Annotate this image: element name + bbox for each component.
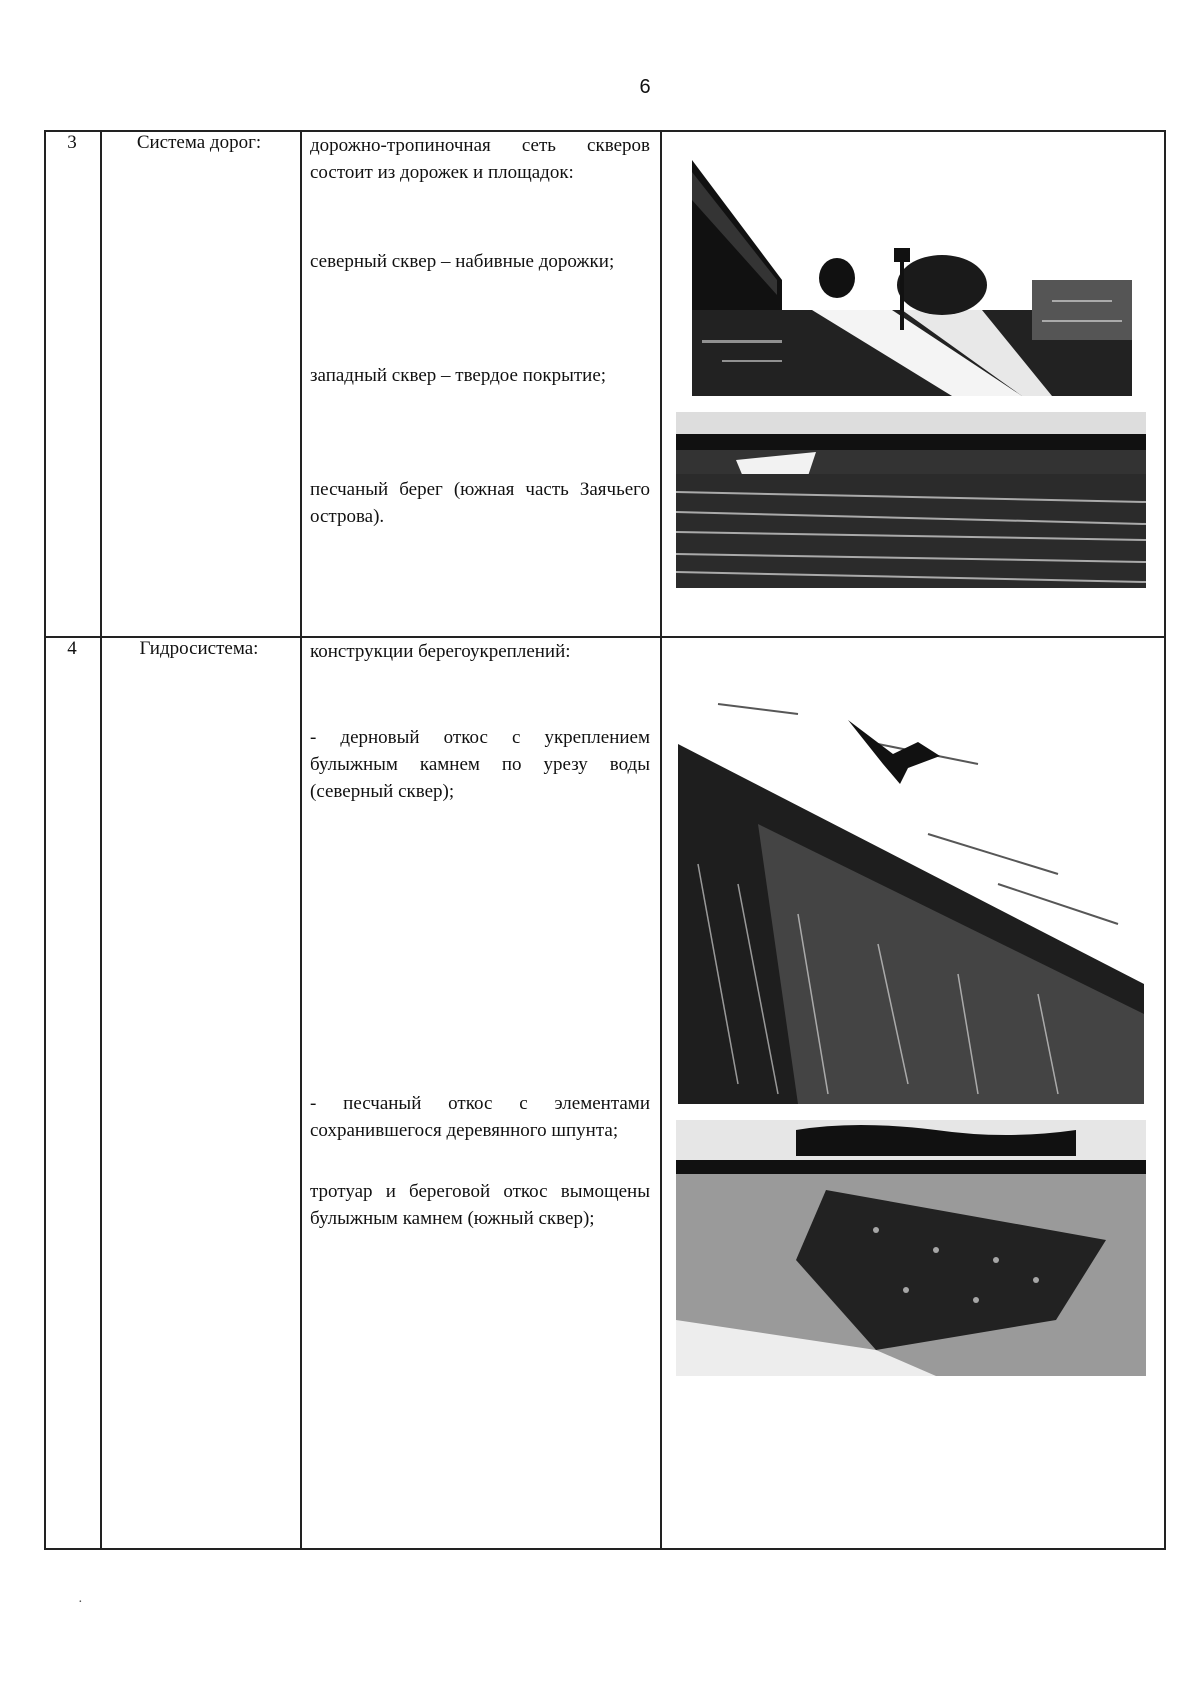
row-description-paragraph: дорожно-тропиночная сеть скверов состоит из дорожек и площадок:: [310, 135, 650, 183]
turf-slope-photo: [678, 684, 1144, 1104]
row-description-paragraph: - дерновый откос с укреплением булыжным камнем по урезу воды (северный сквер);: [310, 727, 650, 802]
row-title: Гидросистема:: [139, 638, 259, 659]
document-table: [44, 130, 1166, 1550]
row-number: 4: [67, 638, 77, 659]
row-description-paragraph: западный сквер – твердое покрытие;: [310, 365, 607, 386]
sand-beach-photo: [676, 412, 1146, 588]
cobble-slope-photo: [676, 1120, 1146, 1376]
row-description-paragraph: песчаный берег (южная часть Заячьего острова).: [310, 479, 650, 527]
scan-dot: ·: [78, 1595, 83, 1610]
row-number: 3: [67, 132, 77, 153]
page-number: 6: [639, 76, 651, 98]
row-description-paragraph: северный сквер – набивные дорожки;: [310, 251, 615, 272]
row-description-paragraph: тротуар и береговой откос вымощены булыжным камнем (южный сквер);: [310, 1181, 650, 1229]
row-description-paragraph: - песчаный откос с элементами сохранившегося деревянного шпунта;: [310, 1093, 650, 1141]
row-description-paragraph: конструкции берегоукреплений:: [310, 641, 571, 662]
park-path-photo: [692, 160, 1132, 396]
row-title: Система дорог:: [136, 132, 262, 153]
